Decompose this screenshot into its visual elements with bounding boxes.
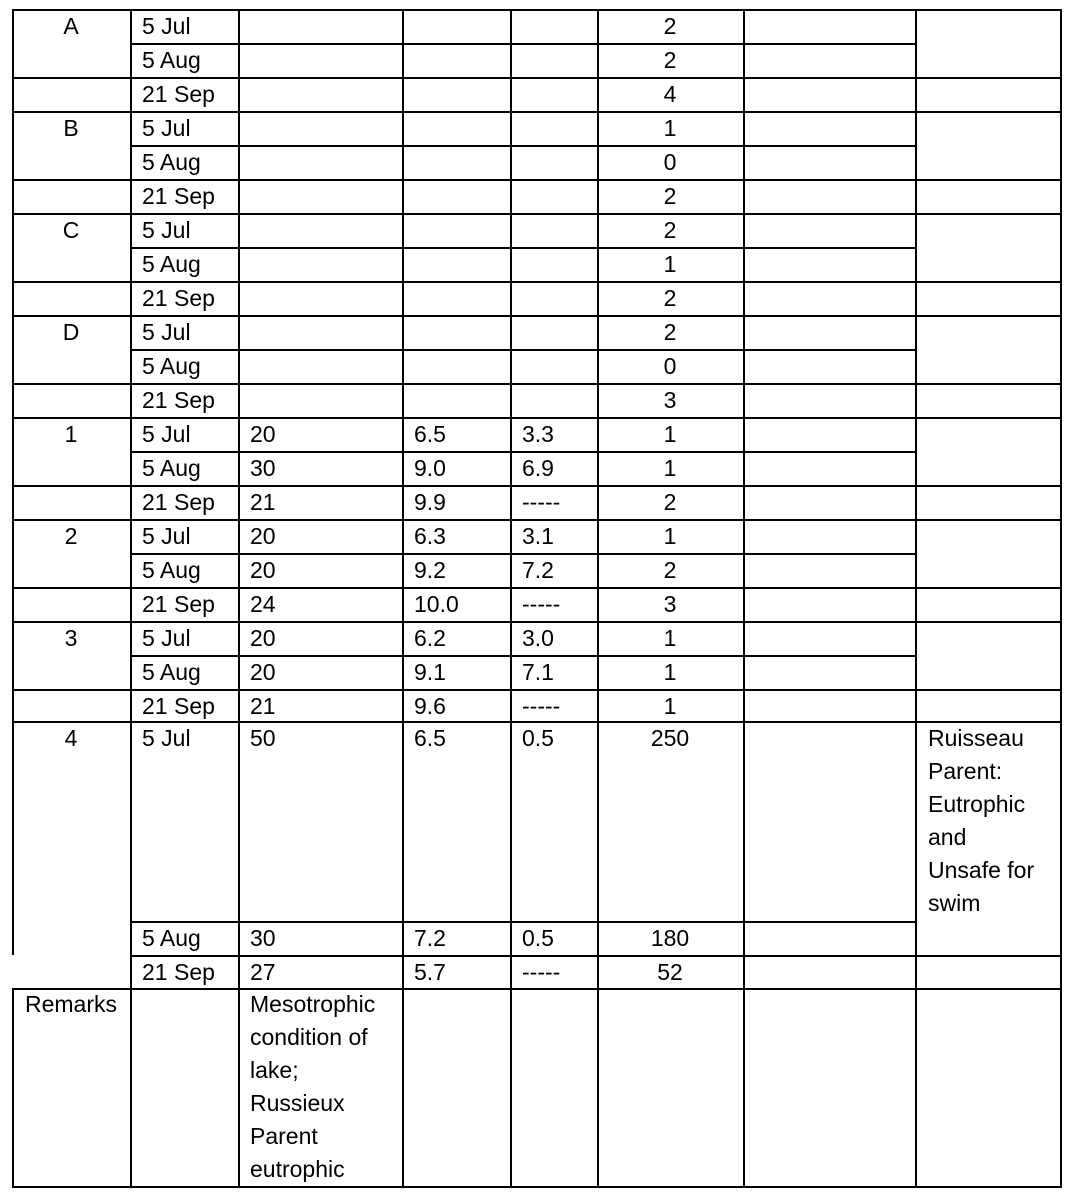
cell-col3: 21 [250, 489, 276, 515]
cell-col6: 2 [663, 47, 677, 73]
cell-col5: ----- [522, 959, 561, 985]
column-divider [510, 9, 512, 1188]
column-divider [238, 9, 240, 1188]
cell-col3: 21 [250, 693, 276, 719]
column-divider [1060, 9, 1062, 1188]
cell-col6: 3 [663, 591, 677, 617]
cell-col6: 3 [663, 387, 677, 413]
cell-col6: 1 [663, 659, 677, 685]
cell-col4: 9.2 [414, 557, 446, 583]
cell-site: 2 [64, 523, 78, 549]
cell-date: 5 Jul [142, 523, 191, 549]
cell-date: 5 Jul [142, 319, 191, 345]
cell-col5: 3.1 [522, 523, 554, 549]
cell-col5: ----- [522, 693, 561, 719]
row-divider [12, 1186, 1060, 1188]
column-divider [130, 9, 132, 1188]
cell-date: 21 Sep [142, 81, 215, 107]
cell-date: 21 Sep [142, 591, 215, 617]
cell-col3: 27 [250, 959, 276, 985]
cell-site: D [62, 319, 80, 345]
cell-col6: 4 [663, 81, 677, 107]
cell-col6: 2 [663, 489, 677, 515]
column-divider [743, 9, 745, 1188]
remarks-text: Mesotrophic condition of lake; Russieux Parent eutrophic [250, 991, 376, 1182]
cell-col4: 6.3 [414, 523, 446, 549]
cell-col6: 2 [663, 217, 677, 243]
cell-col6: 1 [663, 455, 677, 481]
cell-col5: 0.5 [522, 725, 554, 751]
cell-site: 3 [64, 625, 78, 651]
cell-site: C [62, 217, 80, 243]
cell-date: 5 Jul [142, 625, 191, 651]
cell-col6: 1 [663, 251, 677, 277]
cell-date: 5 Jul [142, 13, 191, 39]
cell-col4: 5.7 [414, 959, 446, 985]
cell-col4: 9.1 [414, 659, 446, 685]
cell-date: 21 Sep [142, 489, 215, 515]
cell-site: B [63, 115, 79, 141]
column-divider [402, 9, 404, 1188]
cell-col5: 3.3 [522, 421, 554, 447]
cell-col4: 9.0 [414, 455, 446, 481]
cell-col6: 2 [663, 319, 677, 345]
cell-col6: 250 [650, 725, 690, 751]
cell-date: 21 Sep [142, 959, 215, 985]
cell-col3: 20 [250, 557, 276, 583]
cell-site: 4 [64, 725, 78, 751]
cell-col4: 9.6 [414, 693, 446, 719]
cell-date: 5 Jul [142, 115, 191, 141]
cell-date: 5 Jul [142, 725, 191, 751]
cell-col3: 20 [250, 625, 276, 651]
cell-date: 21 Sep [142, 387, 215, 413]
cell-date: 21 Sep [142, 285, 215, 311]
cell-col6: 0 [663, 149, 677, 175]
column-divider [915, 9, 917, 1188]
cell-date: 5 Aug [142, 557, 201, 583]
cell-site: 1 [64, 421, 78, 447]
cell-date: 5 Aug [142, 149, 201, 175]
cell-col3: 30 [250, 925, 276, 951]
cell-date: 5 Aug [142, 353, 201, 379]
row-divider [130, 43, 915, 45]
cell-col4: 6.2 [414, 625, 446, 651]
cell-col5: ----- [522, 591, 561, 617]
cell-col3: 20 [250, 523, 276, 549]
site-4-note: Ruisseau Parent: Eutrophic and Unsafe for swim [928, 725, 1035, 916]
cell-col6: 0 [663, 353, 677, 379]
row-divider [130, 247, 915, 249]
cell-col3: 20 [250, 659, 276, 685]
cell-col4: 10.0 [414, 591, 459, 617]
cell-date: 21 Sep [142, 693, 215, 719]
row-divider [130, 145, 915, 147]
cell-col6: 1 [663, 115, 677, 141]
cell-date: 5 Aug [142, 47, 201, 73]
cell-col3: 24 [250, 591, 276, 617]
cell-col3: 50 [250, 725, 276, 751]
cell-col6: 1 [663, 523, 677, 549]
cell-col5: 3.0 [522, 625, 554, 651]
cell-date: 5 Jul [142, 217, 191, 243]
cell-col6: 1 [663, 693, 677, 719]
cell-site: A [63, 13, 79, 39]
cell-col5: ----- [522, 489, 561, 515]
cell-col5: 7.1 [522, 659, 554, 685]
row-divider [130, 349, 915, 351]
cell-col6: 2 [663, 13, 677, 39]
remarks-label: Remarks [24, 991, 117, 1017]
column-divider [12, 9, 14, 955]
cell-col6: 52 [657, 959, 683, 985]
cell-col5: 6.9 [522, 455, 554, 481]
cell-col6: 2 [663, 557, 677, 583]
cell-date: 5 Aug [142, 925, 201, 951]
cell-col4: 6.5 [414, 725, 446, 751]
cell-col4: 9.9 [414, 489, 446, 515]
cell-col6: 1 [663, 421, 677, 447]
cell-col6: 2 [663, 285, 677, 311]
cell-col5: 7.2 [522, 557, 554, 583]
cell-col6: 2 [663, 183, 677, 209]
cell-date: 5 Jul [142, 421, 191, 447]
cell-col6: 1 [663, 625, 677, 651]
cell-date: 5 Aug [142, 455, 201, 481]
cell-col3: 20 [250, 421, 276, 447]
cell-col4: 6.5 [414, 421, 446, 447]
cell-col4: 7.2 [414, 925, 446, 951]
cell-date: 5 Aug [142, 659, 201, 685]
cell-col5: 0.5 [522, 925, 554, 951]
cell-col6: 180 [650, 925, 690, 951]
cell-date: 5 Aug [142, 251, 201, 277]
cell-col3: 30 [250, 455, 276, 481]
cell-date: 21 Sep [142, 183, 215, 209]
